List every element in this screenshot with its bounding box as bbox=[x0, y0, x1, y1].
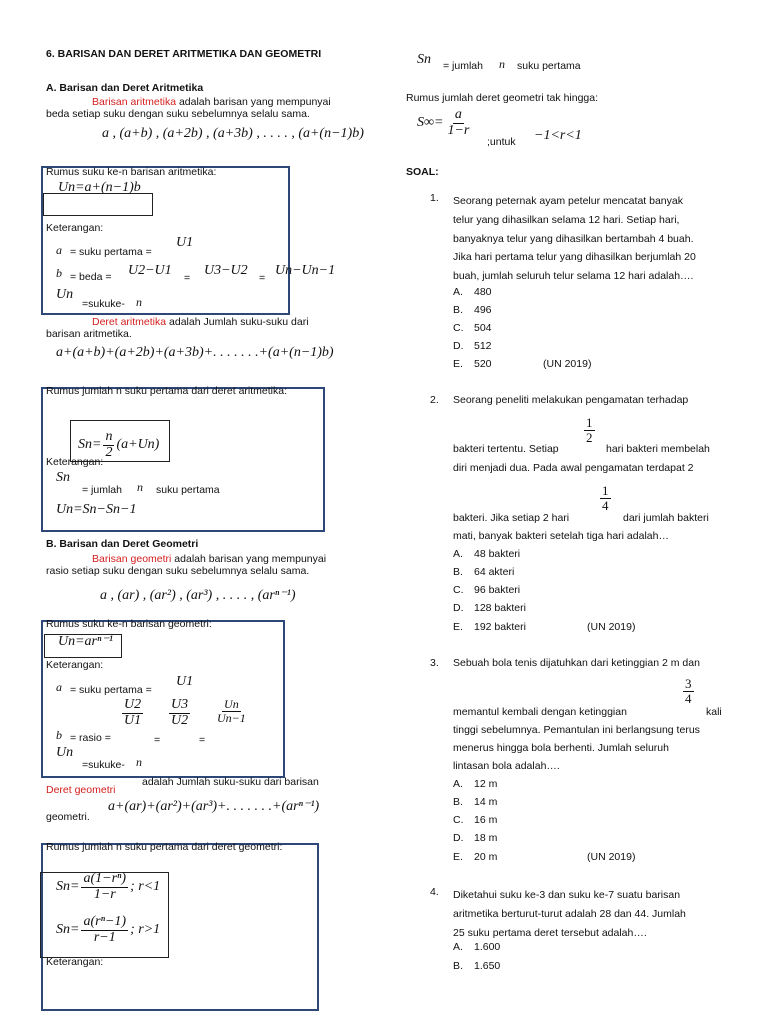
deret-aritmetika-paragraph bbox=[46, 316, 362, 340]
option-letter: B. bbox=[453, 960, 463, 972]
option-value: 16 m bbox=[474, 814, 498, 826]
label-keterangan: Keterangan: bbox=[46, 659, 104, 671]
fraction-half bbox=[584, 416, 595, 444]
fraction-numerator: n bbox=[105, 429, 113, 444]
option-value: 1.650 bbox=[474, 960, 501, 972]
fraction-numerator: U2 bbox=[124, 697, 142, 712]
option-value: 1.600 bbox=[474, 941, 501, 953]
formula-lhs: S∞= bbox=[417, 115, 444, 131]
symbol-sn: Sn bbox=[417, 52, 431, 67]
term-deret-geometri: Deret geometri bbox=[46, 784, 116, 796]
ratio-fraction-3 bbox=[215, 698, 248, 724]
fraction-denominator: 1−r bbox=[447, 122, 470, 138]
fraction-denominator: 4 bbox=[602, 497, 609, 513]
question-number: 2. bbox=[430, 394, 439, 406]
option-letter: A. bbox=[453, 286, 463, 298]
option-value: 128 bakteri bbox=[474, 602, 526, 614]
fraction-denominator: 2 bbox=[586, 429, 593, 445]
desc-suku-ke: =sukuke- bbox=[82, 759, 125, 771]
option-value: 504 bbox=[474, 322, 492, 334]
equals-sign: = bbox=[199, 734, 206, 746]
question-line: 25 suku pertama deret tersebut adalah…. bbox=[453, 926, 647, 939]
desc-suku-pertama: = suku pertama = bbox=[70, 246, 152, 258]
question-line: banyaknya telur yang dihasilkan bertambah 4 buah. bbox=[453, 232, 694, 245]
option-value: 496 bbox=[474, 304, 492, 316]
term-barisan-geometri: Barisan geometri bbox=[92, 553, 172, 565]
option-letter: B. bbox=[453, 304, 463, 316]
option-letter: E. bbox=[453, 621, 463, 633]
barisan-aritmetika-paragraph bbox=[46, 96, 362, 120]
fraction-numerator: a bbox=[454, 107, 462, 122]
desc-beda: = beda = bbox=[70, 271, 112, 283]
option-letter: B. bbox=[453, 566, 463, 578]
question-line: aritmetika berturut-turut adalah 28 dan 44. Jumlah bbox=[453, 907, 686, 920]
label-keterangan: Keterangan: bbox=[46, 222, 104, 234]
question-line: Diketahui suku ke-3 dan suku ke-7 suatu barisan bbox=[453, 889, 681, 901]
formula-barisan-aritmetika: a , (a+b) , (a+2b) , (a+3b) , . . . . , (a+(n−1)b) bbox=[102, 126, 364, 141]
fraction-numerator: 1 bbox=[602, 483, 609, 498]
option-value: 512 bbox=[474, 340, 492, 352]
fraction-numerator: 1 bbox=[586, 415, 593, 430]
formula-un-geometri: Un=arⁿ⁻¹ bbox=[58, 634, 114, 649]
label-rumus-suku-ke-n: Rumus suku ke-n barisan aritmetika: bbox=[46, 166, 217, 178]
fraction-quarter bbox=[600, 484, 611, 512]
formula-lhs: Sn= bbox=[56, 922, 80, 938]
option-value: 14 m bbox=[474, 796, 498, 808]
label-rumus-jumlah-geometri: Rumus jumlah n suku pertama dari deret geometri: bbox=[46, 841, 283, 853]
formula-frame bbox=[43, 193, 153, 216]
formula-condition: ; r>1 bbox=[130, 922, 161, 938]
formula-beda-3: Un−Un−1 bbox=[275, 263, 336, 278]
symbol-a: a bbox=[56, 680, 62, 694]
equals-sign: = bbox=[259, 272, 266, 284]
symbol-n: n bbox=[136, 755, 142, 769]
fraction bbox=[81, 915, 128, 945]
fraction-denominator: 2 bbox=[105, 444, 113, 460]
question-line: diri menjadi dua. Pada awal pengamatan terdapat 2 bbox=[453, 462, 694, 474]
paragraph-text: geometri. bbox=[46, 811, 90, 823]
label-rumus-suku-ke-n-geometri: Rumus suku ke-n barisan geometri: bbox=[46, 618, 212, 630]
fraction-denominator: r−1 bbox=[93, 929, 116, 945]
label-untuk: ;untuk bbox=[487, 136, 516, 148]
fraction-numerator: a(rⁿ−1) bbox=[83, 914, 127, 929]
formula-deret-aritmetika: a+(a+b)+(a+2b)+(a+3b)+. . . . . . .+(a+(n−1)b) bbox=[56, 345, 334, 360]
question-number: 3. bbox=[430, 657, 439, 669]
question-line: hari bakteri membelah bbox=[606, 443, 710, 455]
fraction-numerator: Un bbox=[224, 697, 239, 711]
formula-un-sn: Un=Sn−Sn−1 bbox=[56, 502, 137, 517]
source-badge: (UN 2019) bbox=[587, 851, 636, 863]
option-value: 192 bakteri bbox=[474, 621, 526, 633]
fraction-numerator: a(1−rⁿ) bbox=[83, 871, 127, 886]
label-keterangan: Keterangan: bbox=[46, 956, 104, 968]
paragraph-text: adalah barisan yang mempunyai bbox=[174, 553, 327, 565]
formula-condition: ; r<1 bbox=[130, 879, 161, 895]
fraction-three-quarters bbox=[683, 677, 694, 705]
fraction-denominator: U1 bbox=[124, 712, 142, 728]
question-line: tinggi sebelumnya. Pemantulan ini berlangsung terus bbox=[453, 724, 700, 736]
formula-s-infinity bbox=[417, 108, 471, 138]
formula-sn-geometri-2 bbox=[56, 915, 160, 945]
paragraph-text: rasio setiap suku dengan suku sebelumnya selalu sama. bbox=[46, 565, 310, 577]
paragraph-text: adalah Jumlah suku-suku dari barisan bbox=[142, 776, 319, 788]
label-rumus-jumlah-aritmetika: Rumus jumlah n suku pertama dari deret aritmetika: bbox=[46, 385, 288, 397]
option-letter: A. bbox=[453, 941, 463, 953]
formula-beda-1: U2−U1 bbox=[128, 263, 172, 278]
formula-deret-geometri: a+(ar)+(ar²)+(ar³)+. . . . . . .+(arⁿ⁻¹) bbox=[108, 799, 320, 814]
question-number: 4. bbox=[430, 886, 439, 898]
desc-suku-ke: =sukuke- bbox=[82, 298, 125, 310]
option-letter: D. bbox=[453, 832, 464, 844]
section-a-title: A. Barisan dan Deret Aritmetika bbox=[46, 82, 204, 94]
formula-barisan-geometri: a , (ar) , (ar²) , (ar³) , . . . . , (arⁿ⁻¹) bbox=[100, 588, 296, 603]
desc-suku-pertama: suku pertama bbox=[517, 60, 581, 72]
symbol-u1: U1 bbox=[176, 674, 194, 689]
source-badge: (UN 2019) bbox=[543, 358, 592, 370]
label-keterangan: Keterangan: bbox=[46, 456, 104, 468]
fraction bbox=[103, 430, 114, 460]
symbol-sn: Sn bbox=[56, 470, 70, 485]
question-line: kali bbox=[706, 706, 722, 718]
equals-sign: = bbox=[154, 734, 161, 746]
formula-beda-2: U3−U2 bbox=[204, 263, 248, 278]
fraction-denominator: U2 bbox=[171, 712, 189, 728]
equals-sign: = bbox=[184, 272, 191, 284]
question-line: mati, banyak bakteri setelah tiga hari adalah… bbox=[453, 530, 669, 542]
fraction-denominator: Un−1 bbox=[217, 710, 246, 725]
main-title: 6. BARISAN DAN DERET ARITMETIKA DAN GEOMETRI bbox=[46, 48, 322, 60]
symbol-b: b bbox=[56, 266, 62, 280]
symbol-n: n bbox=[499, 57, 505, 71]
formula-un-aritmetika: Un=a+(n−1)b bbox=[58, 180, 141, 195]
question-line: dari jumlah bakteri bbox=[623, 512, 709, 524]
question-line: Jika hari pertama telur yang dihasilkan berjumlah 20 bbox=[453, 251, 696, 264]
formula-rhs: (a+Un) bbox=[116, 437, 160, 453]
option-letter: C. bbox=[453, 322, 464, 334]
question-line: lintasan bola adalah…. bbox=[453, 760, 560, 772]
label-rumus-tak-hingga: Rumus jumlah deret geometri tak hingga: bbox=[406, 92, 599, 104]
option-value: 520 bbox=[474, 358, 492, 370]
formula-condition: −1<r<1 bbox=[534, 128, 582, 143]
soal-title: SOAL: bbox=[406, 166, 439, 178]
question-line: memantul kembali dengan ketinggian bbox=[453, 706, 627, 718]
option-value: 12 m bbox=[474, 778, 498, 790]
option-letter: D. bbox=[453, 340, 464, 352]
option-letter: A. bbox=[453, 548, 463, 560]
symbol-n: n bbox=[136, 295, 142, 309]
ratio-fraction-1 bbox=[122, 698, 143, 728]
barisan-geometri-paragraph bbox=[46, 553, 362, 577]
option-letter: A. bbox=[453, 778, 463, 790]
fraction-denominator: 1−r bbox=[93, 886, 116, 902]
question-line: telur yang dihasilkan selama 12 hari. Setiap hari, bbox=[453, 213, 680, 226]
symbol-un: Un bbox=[56, 745, 74, 760]
option-value: 64 akteri bbox=[474, 566, 515, 578]
option-value: 18 m bbox=[474, 832, 498, 844]
desc-suku-pertama: = suku pertama = bbox=[70, 684, 152, 696]
formula-lhs: Sn= bbox=[56, 879, 80, 895]
paragraph-text: beda setiap suku dengan suku sebelumnya selalu sama. bbox=[46, 108, 310, 120]
source-badge: (UN 2019) bbox=[587, 621, 636, 633]
question-line: Seorang peneliti melakukan pengamatan terhadap bbox=[453, 394, 689, 406]
section-b-title: B. Barisan dan Deret Geometri bbox=[46, 538, 199, 550]
symbol-un: Un bbox=[56, 287, 74, 302]
question-line: bakteri. Jika setiap 2 hari bbox=[453, 512, 570, 524]
option-value: 96 bakteri bbox=[474, 584, 521, 596]
term-deret-aritmetika: Deret aritmetika bbox=[92, 316, 167, 328]
option-value: 480 bbox=[474, 286, 492, 298]
question-4-text bbox=[453, 886, 751, 942]
option-letter: B. bbox=[453, 796, 463, 808]
question-line: Sebuah bola tenis dijatuhkan dari ketinggian 2 m dan bbox=[453, 657, 700, 669]
option-letter: D. bbox=[453, 602, 464, 614]
paragraph-text: adalah Jumlah suku-suku dari bbox=[169, 316, 309, 328]
desc-jumlah: = jumlah bbox=[443, 60, 483, 72]
formula-lhs: Sn= bbox=[78, 437, 102, 453]
question-number: 1. bbox=[430, 192, 439, 204]
symbol-n: n bbox=[137, 480, 143, 494]
question-1-text bbox=[453, 192, 751, 286]
question-line: Seorang peternak ayam petelur mencatat banyak bbox=[453, 195, 683, 207]
question-line: buah, jumlah seluruh telur selama 12 hari adalah…. bbox=[453, 270, 694, 283]
fraction-denominator: 4 bbox=[685, 690, 692, 706]
fraction-numerator: 3 bbox=[685, 676, 692, 691]
term-barisan-aritmetika: Barisan aritmetika bbox=[92, 96, 177, 108]
option-letter: C. bbox=[453, 814, 464, 826]
desc-rasio: = rasio = bbox=[70, 732, 111, 744]
desc-suku-pertama: suku pertama bbox=[156, 484, 220, 496]
paragraph-text: barisan aritmetika. bbox=[46, 328, 132, 340]
fraction bbox=[81, 872, 128, 902]
desc-jumlah: = jumlah bbox=[82, 484, 122, 496]
ratio-fraction-2 bbox=[169, 698, 190, 728]
formula-sn-geometri-1 bbox=[56, 872, 160, 902]
fraction bbox=[445, 108, 471, 138]
option-value: 20 m bbox=[474, 851, 498, 863]
option-letter: E. bbox=[453, 358, 463, 370]
option-value: 48 bakteri bbox=[474, 548, 521, 560]
paragraph-text: adalah barisan yang mempunyai bbox=[178, 96, 331, 108]
fraction-numerator: U3 bbox=[171, 697, 189, 712]
question-line: bakteri tertentu. Setiap bbox=[453, 443, 559, 455]
question-line: menerus hingga bola berhenti. Jumlah seluruh bbox=[453, 742, 669, 754]
option-letter: C. bbox=[453, 584, 464, 596]
option-letter: E. bbox=[453, 851, 463, 863]
symbol-a: a bbox=[56, 243, 62, 257]
symbol-b: b bbox=[56, 728, 62, 742]
symbol-u1: U1 bbox=[176, 235, 194, 250]
